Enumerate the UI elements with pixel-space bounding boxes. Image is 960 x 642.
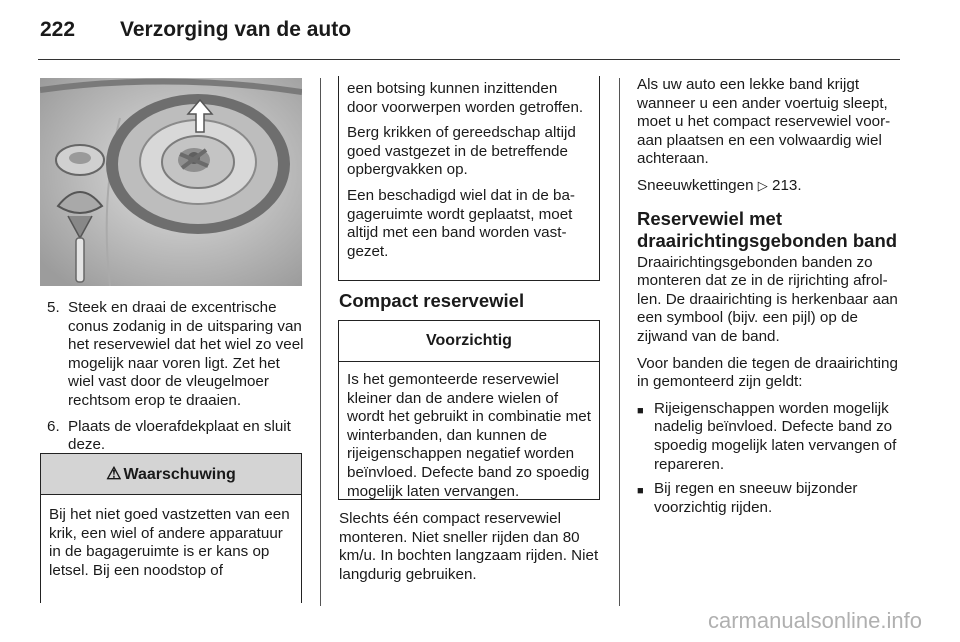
towing-paragraph: Als uw auto een lekke band krijgt wanneer u een ander voertuig sleept, moet u het compact reservewiel vooraan plaatsen en een volwaardig wiel achteraan. <box>637 76 891 168</box>
warning-title: Waarschuwing <box>123 466 236 483</box>
caution-header: Voorzichtig <box>339 321 599 362</box>
caution-box <box>338 320 600 500</box>
step-number: 6. <box>47 417 60 435</box>
bullet-text: Bij regen en sneeuw bijzonder voorzichtig rijden. <box>654 480 858 516</box>
compact-spare-section <box>339 290 601 314</box>
column-divider-left <box>320 78 321 606</box>
compact-spare-heading: Compact reservewiel <box>339 290 525 311</box>
snow-chains-reference <box>637 177 903 196</box>
directional-tyre-heading: Reservewiel met draairichtingsgebonden band <box>637 207 898 251</box>
warning-continued-text: Berg krikken of gereedschap altijd goed vastgezet in de betreffende opbergvakken op. <box>347 124 576 179</box>
warning-box-continued <box>338 76 600 281</box>
warning-body: Bij het niet goed vastzetten van een krik, een wiel of andere apparatuur in de bagageruimte is er kans op letsel. Bij een noodstop of <box>49 506 290 579</box>
step-text: Steek en draai de excentrische conus zodanig in de uitsparing van het reservewiel dat het wiel zo veel mogelijk naar voren ligt. Zet het wiel vast door de vleugelmoer rechtsom erop te draaien. <box>68 299 304 409</box>
right-column <box>637 76 903 523</box>
page-title: Verzorging van de auto <box>120 18 352 41</box>
instruction-steps <box>40 299 304 462</box>
snow-chains-label: Sneeuwkettingen <box>637 176 754 194</box>
step-text: Plaats de vloerafdekplaat en sluit deze. <box>68 417 291 454</box>
page-number: 222 <box>40 18 76 41</box>
caution-body: Is het gemonteerde reservewiel kleiner dan de andere wielen of wordt het gebruikt in combinatie met winterbanden, dan kunnen de rijeigenschappen negatief worden beïnvloed. Defecte band zo spoedig mogelijk laten vervangen. <box>347 371 591 500</box>
compact-spare-text <box>339 510 605 592</box>
warning-continued-text: een botsing kunnen inzittenden door voorwerpen worden getroffen. <box>347 80 584 116</box>
step-item <box>40 418 304 455</box>
warning-header <box>41 454 301 495</box>
warning-continued-text: Een beschadigd wiel dat in de bagageruimte wordt geplaatst, moet altijd met een band worden vastgezet. <box>347 186 575 260</box>
bullet-text: Rijeigenschappen worden mogelijk nadelig beïnvloed. Defecte band zo spoedig mogelijk laten vervangen of repareren. <box>654 399 897 473</box>
compact-spare-paragraph: Slechts één compact reservewiel monteren. Niet sneller rijden dan 80 km/u. In bochten langzaam rijden. Niet langdurig gebruiken. <box>339 510 599 583</box>
directional-paragraph-2: Voor banden die tegen de draairichting in gemonteerd zijn geldt: <box>637 354 898 391</box>
spare-wheel-illustration <box>40 78 302 286</box>
warning-triangle-icon: ⚠ <box>106 464 122 483</box>
step-item <box>40 299 304 411</box>
column-divider-right <box>619 78 620 606</box>
header-rule <box>38 59 900 60</box>
page-reference-arrow-icon: ▷ <box>757 177 768 193</box>
watermark: carmanualsonline.info <box>707 608 922 633</box>
warning-box <box>40 453 302 603</box>
bullet-square-icon: ■ <box>637 485 644 498</box>
bullet-item <box>637 480 903 517</box>
directional-paragraph-1: Draairichtingsgebonden banden zo monteren dat ze in de rijrichting afrollen. De draairichting is herkenbaar aan een symbool (bijv. een pijl) op de zijwand van de band. <box>637 253 898 345</box>
snow-chains-page[interactable]: 213. <box>772 176 802 194</box>
bullet-item <box>637 400 903 474</box>
bullet-square-icon: ■ <box>637 404 644 417</box>
step-number: 5. <box>47 299 60 316</box>
